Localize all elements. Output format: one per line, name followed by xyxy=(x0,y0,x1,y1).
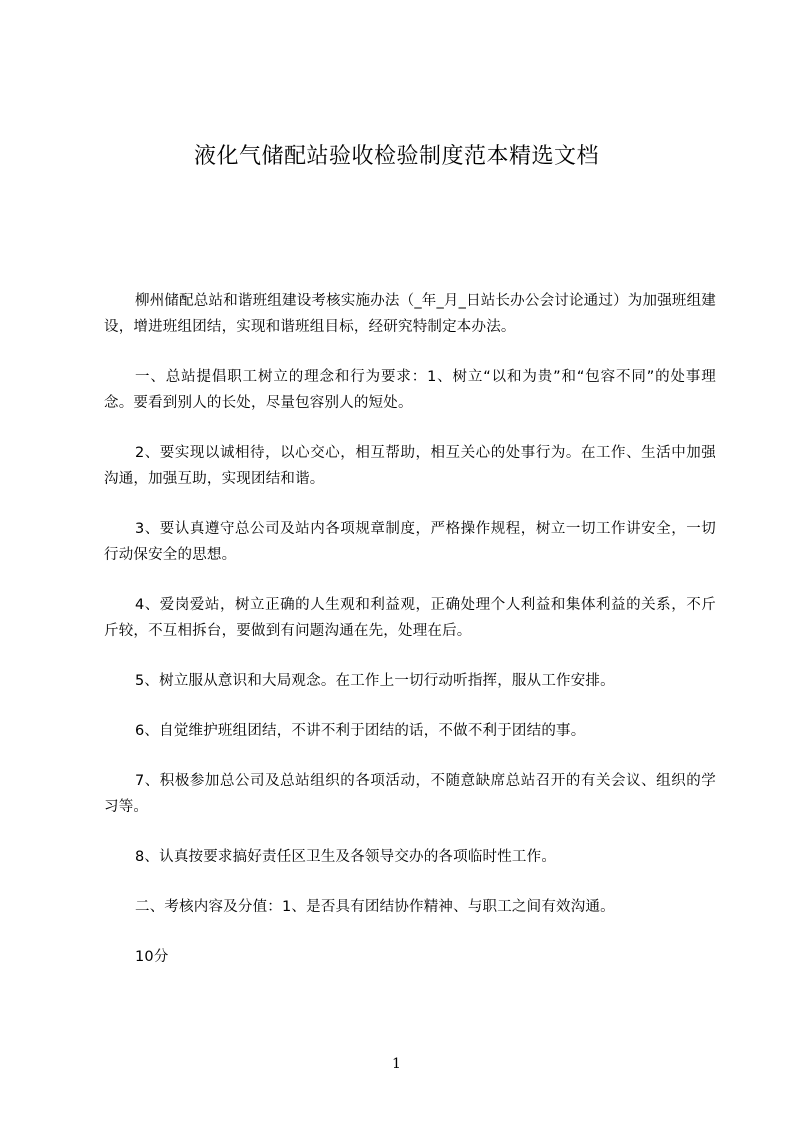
paragraph-intro: 柳州储配总站和谐班组建设考核实施办法（_年_月_日站长办公会讨论通过）为加强班组建设，增进班组团结，实现和谐班组目标，经研究特制定本办法。 xyxy=(104,293,716,335)
document-body xyxy=(104,288,716,970)
paragraph-item-3: 3、要认真遵守总公司及站内各项规章制度，严格操作规程，树立一切工作讲安全，一切行动保安全的思想。 xyxy=(104,521,716,563)
page-number: 1 xyxy=(392,1056,401,1072)
paragraph-item-6: 6、自觉维护班组团结，不讲不利于团结的话，不做不利于团结的事。 xyxy=(135,723,586,739)
paragraph-section-one: 一、总站提倡职工树立的理念和行为要求：1、树立“以和为贵”和“包容不同”的处事理念。要看到别人的长处，尽量包容别人的短处。 xyxy=(104,369,716,411)
paragraph-item-8: 8、认真按要求搞好责任区卫生及各领导交办的各项临时性工作。 xyxy=(135,849,557,865)
paragraph-item-7: 7、积极参加总公司及总站组织的各项活动，不随意缺席总站召开的有关会议、组织的学习等。 xyxy=(104,773,716,815)
paragraph-item-4: 4、爱岗爱站，树立正确的人生观和利益观，正确处理个人利益和集体利益的关系，不斤斤较，不互相拆台，要做到有问题沟通在先，处理在后。 xyxy=(104,597,716,639)
paragraph-item-2: 2、要实现以诚相待，以心交心，相互帮助，相互关心的处事行为。在工作、生活中加强沟通，加强互助，实现团结和谐。 xyxy=(104,445,716,487)
paragraph-section-two: 二、考核内容及分值：1、是否具有团结协作精神、与职工之间有效沟通。 xyxy=(135,899,615,915)
paragraph-score: 10分 xyxy=(135,949,169,965)
document-title: 液化气储配站验收检验制度范本精选文档 xyxy=(193,144,599,169)
paragraph-item-5: 5、树立服从意识和大局观念。在工作上一切行动听指挥，服从工作安排。 xyxy=(135,673,615,689)
